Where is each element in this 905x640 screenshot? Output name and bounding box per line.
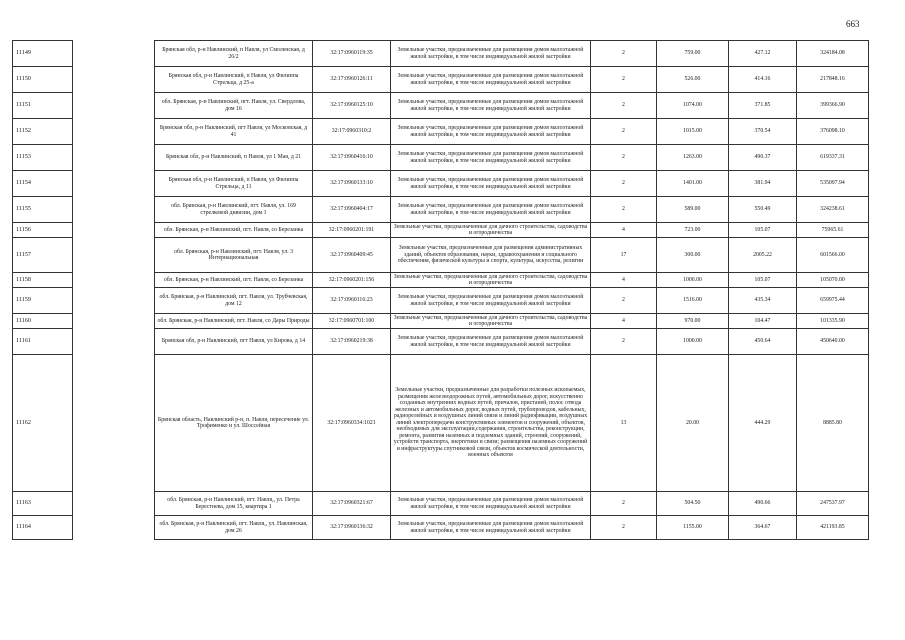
cadastral-value-cell: 217848.16 <box>797 67 869 93</box>
group-number-cell: 2 <box>591 119 657 145</box>
specific-value-cell: 414.16 <box>729 67 797 93</box>
area-cell: 589.00 <box>657 197 729 223</box>
table-row <box>13 355 869 492</box>
address-cell: обл. Брянская, р-н Навлинский, пгт. Навля,, ул. Навлинская, дом 26 <box>155 516 313 540</box>
address-cell: Брянская обл, р-н Навлинский, п Навля, ул Филиппа Стрельца, д 11 <box>155 171 313 197</box>
group-number-cell: 2 <box>591 145 657 171</box>
spacer-cell <box>73 67 155 93</box>
cadastral-value-cell: 659975.44 <box>797 288 869 314</box>
area-cell: 300.00 <box>657 238 729 273</box>
row-number-cell: 11154 <box>13 171 73 197</box>
cadastral-number-cell: 32:17:0960136:32 <box>313 516 391 540</box>
table-row <box>13 492 869 516</box>
row-number-cell: 11161 <box>13 329 73 355</box>
cadastral-number-cell: 32:17:0960201:156 <box>313 273 391 288</box>
area-cell: 759.00 <box>657 41 729 67</box>
cadastral-value-cell: 105070.00 <box>797 273 869 288</box>
specific-value-cell: 2005.22 <box>729 238 797 273</box>
spacer-cell <box>73 355 155 492</box>
land-use-category-cell: Земельные участки, предназначенные для дачного строительства, садоводства и огородничества <box>391 273 591 288</box>
spacer-cell <box>73 273 155 288</box>
page-number: 663 <box>846 19 860 29</box>
area-cell: 1516.00 <box>657 288 729 314</box>
row-number-cell: 11157 <box>13 238 73 273</box>
area-cell: 504.50 <box>657 492 729 516</box>
specific-value-cell: 427.12 <box>729 41 797 67</box>
land-use-category-cell: Земельные участки, предназначенные для размещения домов малоэтажной жилой застройки, в том числе индивидуальной жилой застройки <box>391 41 591 67</box>
land-use-category-cell: Земельные участки, предназначенные для размещения административных зданий, объектов образования, науки, здравоохранения и социального обеспечения, физической культуры и спорта, культуры, искусства, религии <box>391 238 591 273</box>
table-row <box>13 273 869 288</box>
specific-value-cell: 105.07 <box>729 223 797 238</box>
row-number-cell: 11156 <box>13 223 73 238</box>
area-cell: 970.00 <box>657 314 729 329</box>
group-number-cell: 2 <box>591 329 657 355</box>
row-number-cell: 11159 <box>13 288 73 314</box>
cadastral-number-cell: 32:17:0960201:191 <box>313 223 391 238</box>
group-number-cell: 2 <box>591 67 657 93</box>
cadastral-number-cell: 32:17:0960116:23 <box>313 288 391 314</box>
cadastral-value-cell: 619337.31 <box>797 145 869 171</box>
cadastral-number-cell: 32:17:0960701:100 <box>313 314 391 329</box>
land-use-category-cell: Земельные участки, предназначенные для дачного строительства, садоводства и огородничества <box>391 223 591 238</box>
address-cell: обл. Брянская, р-н Навлинский, пгт. Навля, со Березанка <box>155 273 313 288</box>
area-cell: 1155.00 <box>657 516 729 540</box>
cadastral-number-cell: 32:17:0960321:67 <box>313 492 391 516</box>
cadastral-number-cell: 32:17:0960133:10 <box>313 171 391 197</box>
land-use-category-cell: Земельные участки, предназначенные для размещения домов малоэтажной жилой застройки, в том числе индивидуальной жилой застройки <box>391 288 591 314</box>
table-row <box>13 329 869 355</box>
table-row <box>13 41 869 67</box>
row-number-cell: 11153 <box>13 145 73 171</box>
row-number-cell: 11149 <box>13 41 73 67</box>
group-number-cell: 2 <box>591 41 657 67</box>
cadastral-value-cell: 101335.90 <box>797 314 869 329</box>
cadastral-number-cell: 32:17:0960125:10 <box>313 93 391 119</box>
specific-value-cell: 364.67 <box>729 516 797 540</box>
area-cell: 1074.00 <box>657 93 729 119</box>
address-cell: обл. Брянская, р-н Навлинский, пгт. Навля,, ул. Петра Берестнева, дом 15, квартира 1 <box>155 492 313 516</box>
address-cell: Брянская обл, р-н Навлинский, пгт Навля, ул Кирова, д 14 <box>155 329 313 355</box>
specific-value-cell: 450.64 <box>729 329 797 355</box>
spacer-cell <box>73 171 155 197</box>
cadastral-number-cell: 32:17:0960409:45 <box>313 238 391 273</box>
row-number-cell: 11160 <box>13 314 73 329</box>
cadastral-value-cell: 324238.61 <box>797 197 869 223</box>
address-cell: обл. Брянская, р-н Навлинский, пгт. Навля, ул. 169 стрелковой дивизии, дом 1 <box>155 197 313 223</box>
group-number-cell: 4 <box>591 223 657 238</box>
address-cell: Брянская обл, р-н Навлинский, п Навля, ул 1 Мая, д 21 <box>155 145 313 171</box>
address-cell: Брянская обл, р-н Навлинский, п Навля, ул Филиппа Стрельца, д 25-а <box>155 67 313 93</box>
group-number-cell: 2 <box>591 93 657 119</box>
table-row <box>13 145 869 171</box>
address-cell: Брянская обл, р-н Навлинский, пгт Навля, ул Московская, д 41 <box>155 119 313 145</box>
cadastral-number-cell: 32:17:0960119:35 <box>313 41 391 67</box>
spacer-cell <box>73 119 155 145</box>
land-use-category-cell: Земельные участки, предназначенные для размещения домов малоэтажной жилой застройки, в том числе индивидуальной жилой застройки <box>391 516 591 540</box>
specific-value-cell: 435.34 <box>729 288 797 314</box>
cadastral-value-cell: 535097.94 <box>797 171 869 197</box>
group-number-cell: 17 <box>591 238 657 273</box>
cadastral-number-cell: 32:17:0960334:1021 <box>313 355 391 492</box>
address-cell: обл. Брянская, р-н Навлинский, пгт. Навля, ул. 3 Интернациональная <box>155 238 313 273</box>
specific-value-cell: 370.54 <box>729 119 797 145</box>
row-number-cell: 11151 <box>13 93 73 119</box>
specific-value-cell: 381.94 <box>729 171 797 197</box>
address-cell: Брянская обл, р-н Навлинский, п Навля, ул Смоленская, д 26/2 <box>155 41 313 67</box>
cadastral-number-cell: 32:17:0960404:17 <box>313 197 391 223</box>
area-cell: 526.00 <box>657 67 729 93</box>
cadastral-value-cell: 247537.97 <box>797 492 869 516</box>
group-number-cell: 4 <box>591 314 657 329</box>
area-cell: 723.00 <box>657 223 729 238</box>
row-number-cell: 11152 <box>13 119 73 145</box>
cadastral-value-cell: 376098.10 <box>797 119 869 145</box>
spacer-cell <box>73 41 155 67</box>
specific-value-cell: 104.47 <box>729 314 797 329</box>
group-number-cell: 2 <box>591 171 657 197</box>
land-use-category-cell: Земельные участки, предназначенные для размещения домов малоэтажной жилой застройки, в том числе индивидуальной жилой застройки <box>391 145 591 171</box>
spacer-cell <box>73 197 155 223</box>
area-cell: 1000.00 <box>657 329 729 355</box>
table-row <box>13 93 869 119</box>
cadastral-value-cell: 399366.90 <box>797 93 869 119</box>
land-use-category-cell: Земельные участки, предназначенные для разработки полезных ископаемых, размещения железнодорожных путей, автомобильных дорог, искусственно созданных внутренних водных путей, причалов, пристаней, полос отвода железных и автомобильных дорог, водных путей, трубопроводов, кабельных, радиорелейных и воздушных линий связи и линий радиофикации, воздушных линий электропередачи конструктивных элементов и сооружений, объектов, необходимых для эксплуатации,содержания, строительства, реконструкции, ремонта, развития наземных и подземных зданий, строений, сооружений, устройств транспорта, энергетики и связи; размещения наземных сооружений и инфраструктуры спутниковой связи, объектов космической деятельности, военных объектов <box>391 355 591 492</box>
cadastral-value-cell: 450640.00 <box>797 329 869 355</box>
group-number-cell: 2 <box>591 288 657 314</box>
spacer-cell <box>73 492 155 516</box>
table-row <box>13 119 869 145</box>
cadastral-number-cell: 32:17:0960219:38 <box>313 329 391 355</box>
group-number-cell: 2 <box>591 516 657 540</box>
row-number-cell: 11162 <box>13 355 73 492</box>
group-number-cell: 4 <box>591 273 657 288</box>
area-cell: 1015.00 <box>657 119 729 145</box>
table-row <box>13 238 869 273</box>
specific-value-cell: 444.29 <box>729 355 797 492</box>
row-number-cell: 11164 <box>13 516 73 540</box>
table-row <box>13 223 869 238</box>
land-use-category-cell: Земельные участки, предназначенные для размещения домов малоэтажной жилой застройки, в том числе индивидуальной жилой застройки <box>391 171 591 197</box>
area-cell: 1263.00 <box>657 145 729 171</box>
table-row <box>13 67 869 93</box>
cadastral-value-table <box>12 40 869 540</box>
land-use-category-cell: Земельные участки, предназначенные для размещения домов малоэтажной жилой застройки, в том числе индивидуальной жилой застройки <box>391 329 591 355</box>
cadastral-value-cell: 324184.08 <box>797 41 869 67</box>
table-row <box>13 171 869 197</box>
specific-value-cell: 371.85 <box>729 93 797 119</box>
specific-value-cell: 490.37 <box>729 145 797 171</box>
spacer-cell <box>73 314 155 329</box>
land-use-category-cell: Земельные участки, предназначенные для размещения домов малоэтажной жилой застройки, в том числе индивидуальной жилой застройки <box>391 119 591 145</box>
group-number-cell: 13 <box>591 355 657 492</box>
land-use-category-cell: Земельные участки, предназначенные для размещения домов малоэтажной жилой застройки, в том числе индивидуальной жилой застройки <box>391 197 591 223</box>
spacer-cell <box>73 516 155 540</box>
specific-value-cell: 105.07 <box>729 273 797 288</box>
spacer-cell <box>73 238 155 273</box>
area-cell: 1000.00 <box>657 273 729 288</box>
specific-value-cell: 550.49 <box>729 197 797 223</box>
spacer-cell <box>73 223 155 238</box>
cadastral-number-cell: 32:17:0960416:10 <box>313 145 391 171</box>
land-use-category-cell: Земельные участки, предназначенные для дачного строительства, садоводства и огородничества <box>391 314 591 329</box>
row-number-cell: 11163 <box>13 492 73 516</box>
table-row <box>13 197 869 223</box>
land-use-category-cell: Земельные участки, предназначенные для размещения домов малоэтажной жилой застройки, в том числе индивидуальной жилой застройки <box>391 492 591 516</box>
land-use-category-cell: Земельные участки, предназначенные для размещения домов малоэтажной жилой застройки, в том числе индивидуальной жилой застройки <box>391 93 591 119</box>
cadastral-value-cell: 75965.61 <box>797 223 869 238</box>
address-cell: обл. Брянская, р-н Навлинский, пгт. Навля, со Дары Природы <box>155 314 313 329</box>
table-row <box>13 516 869 540</box>
specific-value-cell: 490.66 <box>729 492 797 516</box>
address-cell: Брянская область, Навлинский р-н, п. Навля, пересечение ул. Трофименко и ул. Шоссейная <box>155 355 313 492</box>
area-cell: 1401.00 <box>657 171 729 197</box>
land-use-category-cell: Земельные участки, предназначенные для размещения домов малоэтажной жилой застройки, в том числе индивидуальной жилой застройки <box>391 67 591 93</box>
cadastral-number-cell: 32:17:0960310:2 <box>313 119 391 145</box>
area-cell: 20.00 <box>657 355 729 492</box>
address-cell: обл. Брянская, р-н Навлинский, пгт. Навля, со Березанка <box>155 223 313 238</box>
spacer-cell <box>73 329 155 355</box>
address-cell: обл. Брянская, р-н Навлинский, пгт. Навля, ул. Свердлова, дом 16 <box>155 93 313 119</box>
group-number-cell: 2 <box>591 492 657 516</box>
table-row <box>13 288 869 314</box>
cadastral-value-cell: 8885.80 <box>797 355 869 492</box>
spacer-cell <box>73 93 155 119</box>
group-number-cell: 2 <box>591 197 657 223</box>
cadastral-value-cell: 421193.85 <box>797 516 869 540</box>
cadastral-value-cell: 601566.00 <box>797 238 869 273</box>
row-number-cell: 11155 <box>13 197 73 223</box>
cadastral-number-cell: 32:17:0960126:11 <box>313 67 391 93</box>
spacer-cell <box>73 288 155 314</box>
row-number-cell: 11158 <box>13 273 73 288</box>
row-number-cell: 11150 <box>13 67 73 93</box>
table-row <box>13 314 869 329</box>
spacer-cell <box>73 145 155 171</box>
table-body <box>13 41 869 540</box>
address-cell: обл. Брянская, р-н Навлинский, пгт. Навля, ул. Трубчевская, дом 12 <box>155 288 313 314</box>
